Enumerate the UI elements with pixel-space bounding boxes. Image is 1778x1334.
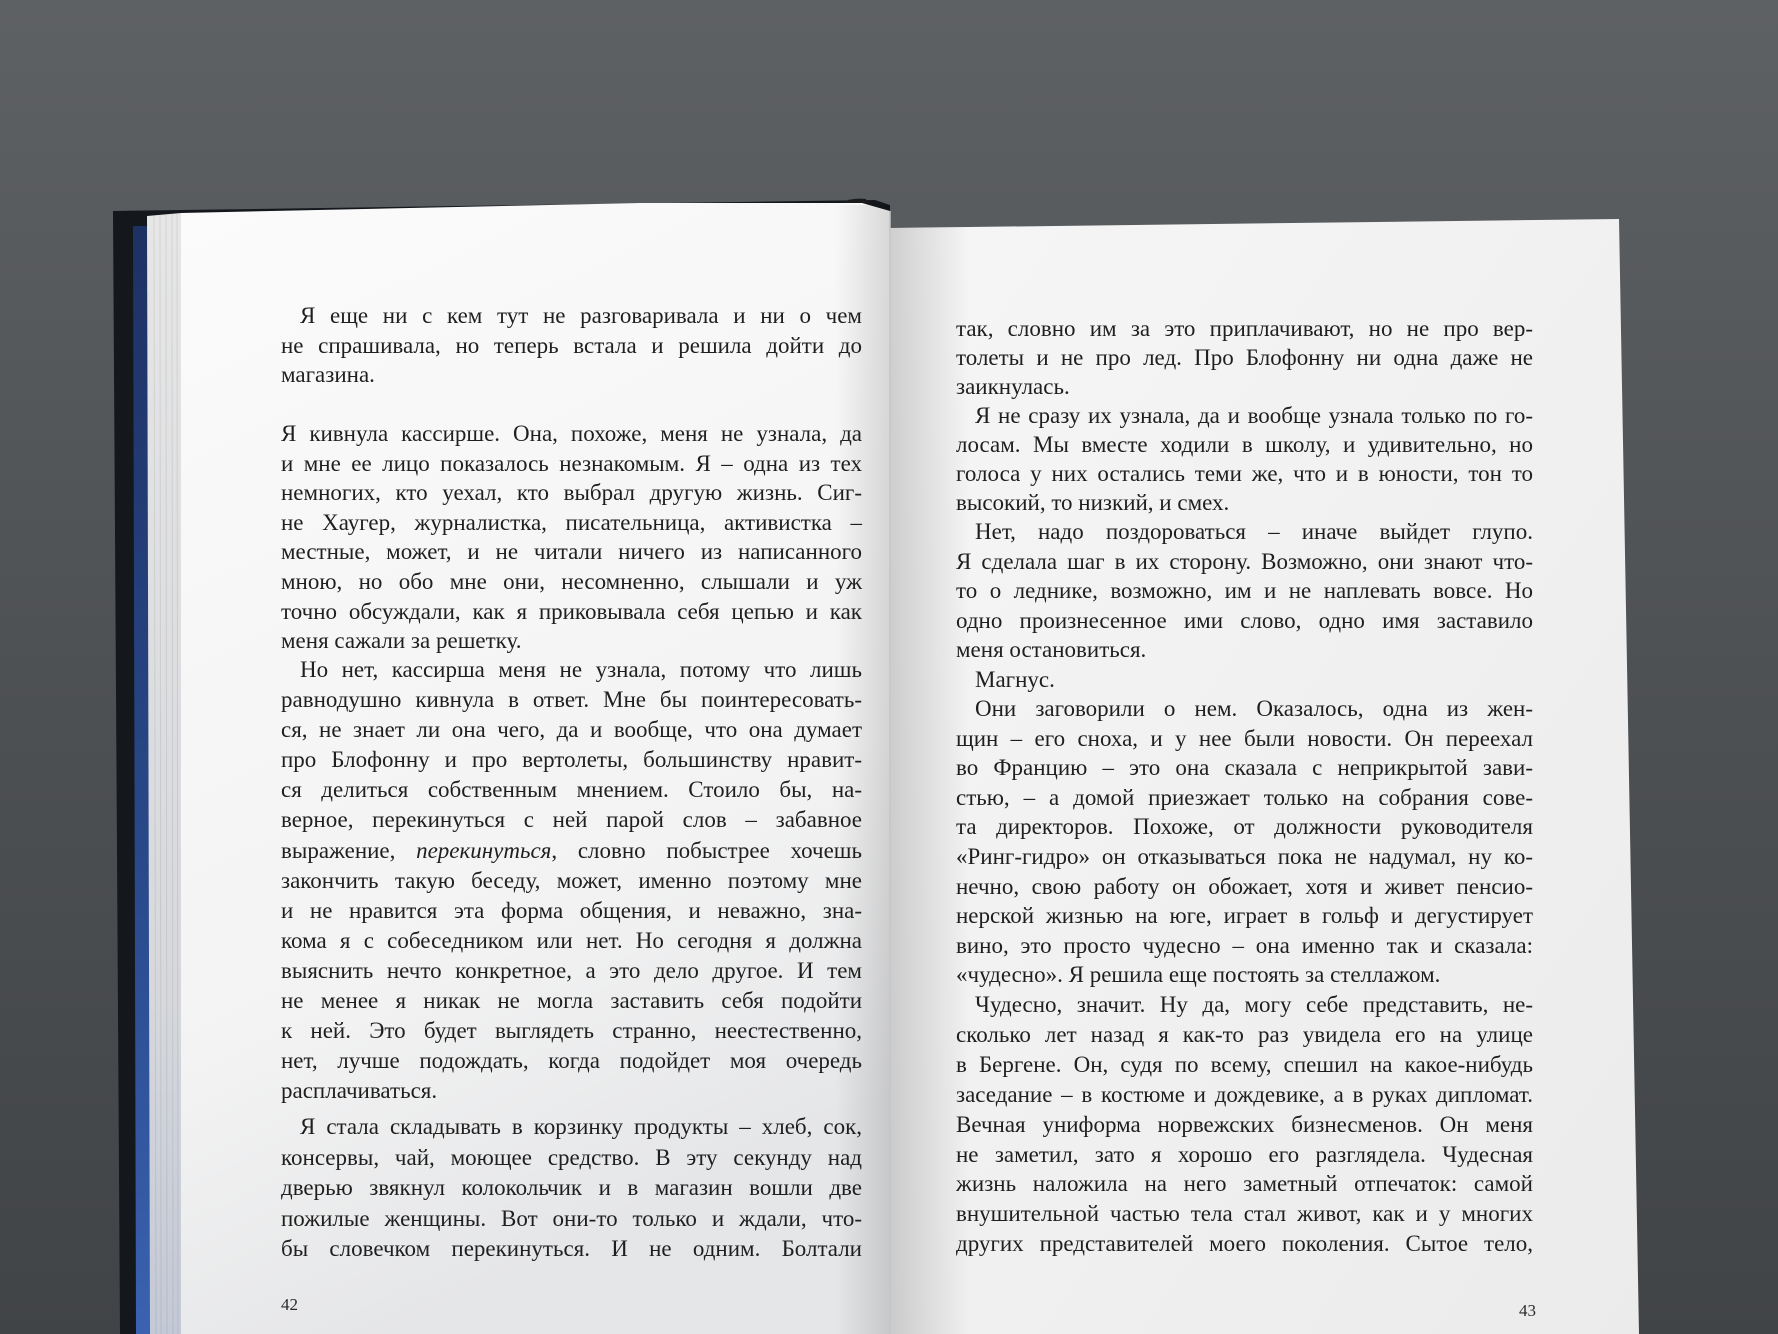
text-segment: , словно побыстрее хочешь [551, 837, 862, 863]
text-line: лосам. Мы вместе ходили в школу, и удивительно, но [956, 432, 1533, 458]
text-line: бы словечком перекинуться. И не одним. Болтали [281, 1236, 862, 1262]
text-line: немногих, кто уехал, кто выбрал другую жизнь. Сиг- [281, 480, 862, 506]
text-line: расплачиваться. [281, 1078, 438, 1104]
text-line: внушительной частью тела стал живот, как и у многих [956, 1201, 1533, 1227]
paragraph [956, 694, 1533, 990]
paragraph [956, 401, 1533, 517]
text-line: меня сажали за решетку. [281, 628, 522, 654]
text-line: консервы, чай, моющее средство. В эту секунду над [281, 1144, 862, 1170]
text-line: нет, лучше подождать, когда подойдет моя очередь [281, 1048, 862, 1074]
text-line: точно обсуждали, как я приковывала себя цепью и как [281, 598, 862, 624]
text-line: и мне ее лицо показалось незнакомым. Я – одна из тех [281, 450, 862, 476]
text-line: Чудесно, значит. Ну да, могу себе представить, не- [975, 992, 1533, 1017]
text-line: стью, – а домой приезжает только на собрания сове- [956, 784, 1533, 810]
text-line: Магнус. [975, 667, 1055, 692]
text-line: ся, не знает ли она чего, да и вообще, что она думает [281, 717, 862, 743]
text-line: магазина. [281, 362, 375, 387]
text-line: Я сделала шаг в их сторону. Возможно, они знают что- [956, 548, 1533, 574]
text-line: во Францию – это она сказала с неприкрытой зави- [956, 755, 1533, 781]
text-line: не заметил, зато я хорошо его разглядела. Чудесная [956, 1141, 1533, 1167]
text-line: ся делиться собственным мнением. Стоило бы, на- [281, 777, 862, 803]
text-line: местные, может, и не читали ничего из написанного [281, 539, 862, 565]
text-line: так, словно им за это приплачивают, но не про вер- [956, 316, 1533, 341]
cover-lining [133, 226, 150, 1334]
page-number: 43 [1519, 1301, 1536, 1320]
text-line: «чудесно». Я решила еще постоять за стеллажом. [956, 962, 1441, 988]
text-line: Нет, надо поздороваться – иначе выйдет глупо. [975, 519, 1533, 544]
text-line: Я еще ни с кем тут не разговаривала и ни о чем [300, 303, 862, 328]
paragraph [281, 655, 862, 1106]
text-line: равнодушно кивнула в ответ. Мне бы поинтересовать- [281, 687, 862, 713]
text-line: не менее я никак не могла заставить себя подойти [281, 988, 862, 1014]
text-line: в Бергене. Он, судя по всему, спешил на какое-нибудь [956, 1051, 1533, 1077]
page-number: 42 [281, 1295, 298, 1314]
text-segment: выражение, [281, 837, 417, 863]
text-line: к ней. Это будет выглядеть странно, неестественно, [281, 1018, 862, 1044]
text-line: голоса у них остались теми же, что и в юности, тон то [956, 461, 1533, 487]
text-line: закончить такую беседу, может, именно поэтому мне [281, 867, 862, 893]
text-line: заседание – в костюме и дождевике, а в руках дипломат. [956, 1081, 1533, 1107]
paragraph [281, 419, 862, 656]
page-edges [147, 213, 181, 1334]
text-line: пожилые женщины. Вот они-то только и ждали, что- [281, 1205, 862, 1231]
text-line: Я стала складывать в корзинку продукты – хлеб, сок, [300, 1114, 862, 1139]
text-line [281, 836, 862, 866]
text-line: нечно, свою работу он обожает, хотя и живет пенсио- [956, 873, 1533, 899]
italic-word: перекинуться [416, 837, 552, 863]
paragraph [956, 990, 1533, 1259]
text-line: и не нравится эта форма общения, и неважно, зна- [281, 897, 862, 923]
text-line: не Хаугер, журналистка, писательница, активистка – [281, 509, 862, 535]
paragraph [956, 314, 1533, 401]
paragraph [281, 1112, 862, 1265]
text-line: высокий, то низкий, и смех. [956, 490, 1230, 516]
text-line: Но нет, кассирша меня не узнала, потому что лишь [300, 657, 862, 682]
text-line: не спрашивала, но теперь встала и решила дойти до [281, 332, 862, 358]
text-line: одно произнесенное ими слово, одно имя заставило [956, 607, 1533, 633]
paragraph [281, 301, 862, 390]
text-line: кома я с собеседником или нет. Но сегодня я должна [281, 927, 862, 953]
text-line: выяснить нечто конкретное, а это дело другое. И тем [281, 957, 862, 983]
text-line: про Блофонну и про вертолеты, большинству нравит- [281, 747, 862, 773]
text-line: сколько лет назад я как-то раз увидела его на улице [956, 1021, 1533, 1047]
text-line: жизнь наложила на него заметный отпечаток: самой [956, 1171, 1533, 1197]
text-line: мною, но обо мне они, несомненно, слышали и уж [281, 568, 862, 594]
text-line: «Ринг-гидро» он отказываться пока не надумал, ну ко- [956, 843, 1533, 869]
paragraph [956, 517, 1533, 665]
text-line: дверью звякнул колокольчик и в магазин вошли две [281, 1175, 862, 1201]
text-line: верное, перекинуться с ней парой слов – забавное [281, 807, 862, 833]
text-line: нерской жизнью на юге, играет в гольф и дегустирует [956, 903, 1533, 929]
text-line: меня остановиться. [956, 637, 1147, 662]
paragraph [956, 665, 1533, 695]
text-line: Я не сразу их узнала, да и вообще узнала только по го- [975, 403, 1533, 428]
text-line: Вечная униформа норвежских бизнесменов. Он меня [956, 1111, 1533, 1137]
text-line: заикнулась. [956, 374, 1070, 399]
text-line: то о леднике, возможно, им и не наплевать вовсе. Но [956, 578, 1533, 603]
text-line: вино, это просто чудесно – она именно так и сказала: [956, 932, 1533, 958]
text-line: других представителей моего поколения. Сытое тело, [956, 1231, 1533, 1257]
text-line: Они заговорили о нем. Оказалось, одна из жен- [975, 696, 1533, 721]
text-line: Я кивнула кассирше. Она, похоже, меня не узнала, да [281, 421, 862, 446]
text-line: толеты и не про лед. Про Блофонну ни одна даже не [956, 345, 1533, 370]
text-line: щин – его сноха, и у нее были новости. Он переехал [956, 725, 1533, 751]
text-line: та директоров. Похоже, от должности руководителя [956, 814, 1533, 840]
